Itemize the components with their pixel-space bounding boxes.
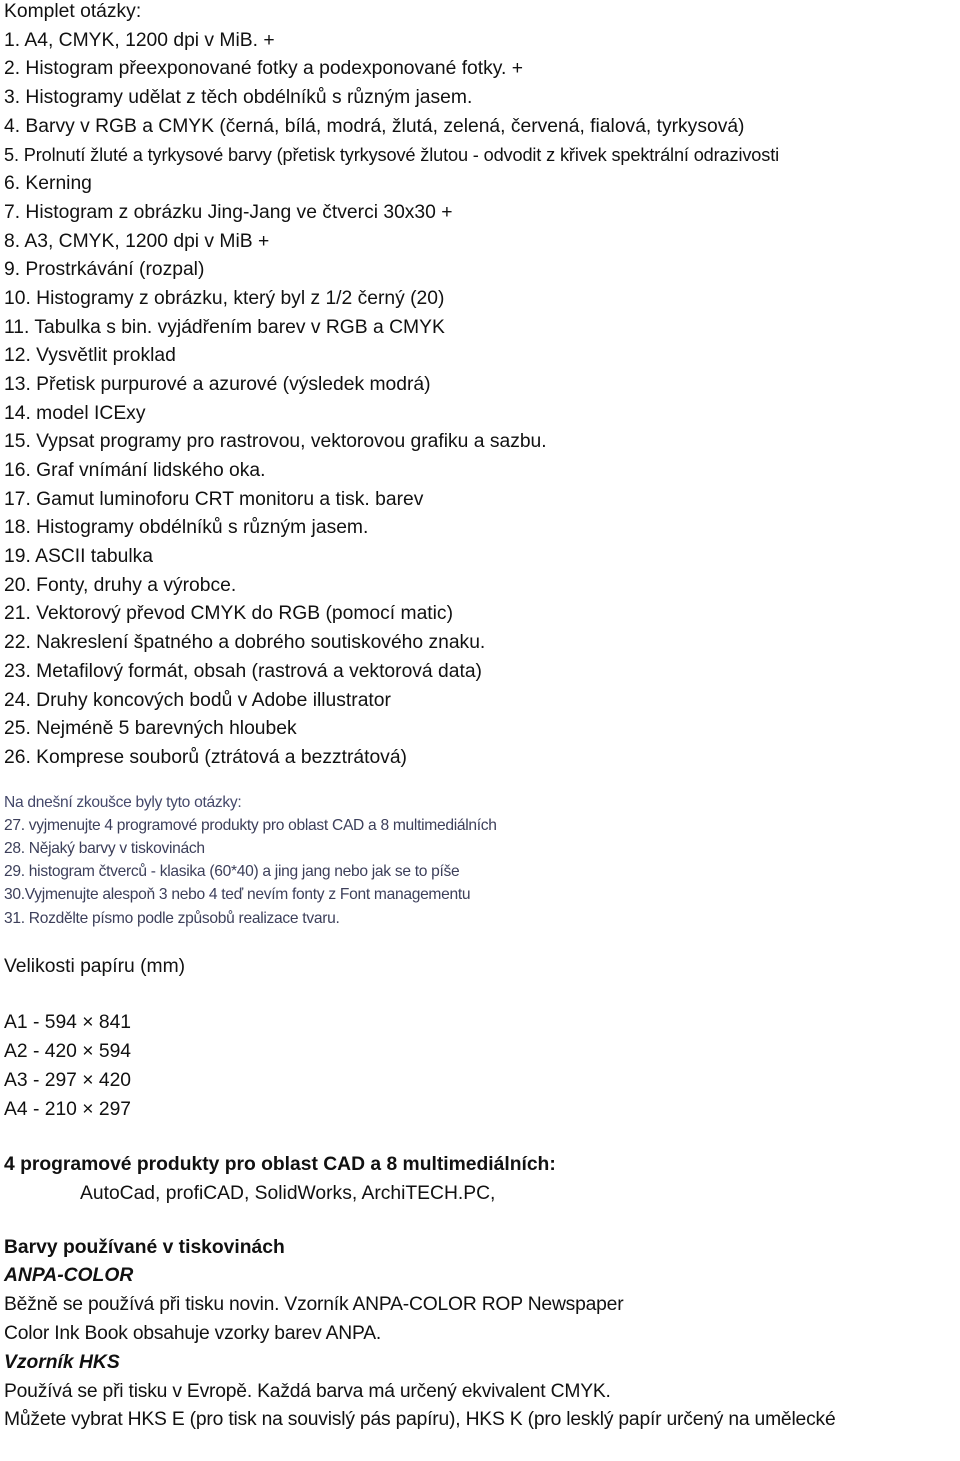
exam-question-item: 27. vyjmenujte 4 programové produkty pro oblast CAD a 8 multimediálních [4, 816, 497, 834]
question-item: 13. Přetisk purpurové a azurové (výsledek modrá) [4, 373, 431, 395]
question-item: 19. ASCII tabulka [4, 546, 153, 568]
question-item: 6. Kerning [4, 173, 92, 195]
exam-title: Na dnešní zkoušce byly tyto otázky: [4, 793, 242, 811]
paper-sizes-list [4, 1008, 956, 1124]
question-item: 2. Histogram přeexponované fotky a podexponované fotky. + [4, 58, 523, 80]
question-item: 9. Prostrkávání (rozpal) [4, 259, 205, 281]
colors-heading: Barvy používané v tiskovinách [4, 1236, 285, 1258]
question-item: 15. Vypsat programy pro rastrovou, vektorovou grafiku a sazbu. [4, 431, 547, 453]
paper-size-item: A3 - 297 × 420 [4, 1069, 132, 1091]
question-item: 1. A4, CMYK, 1200 dpi v MiB. + [4, 29, 275, 51]
question-item: 16. Graf vnímání lidského oka. [4, 460, 266, 481]
question-item: 12. Vysvětlit proklad [4, 345, 176, 367]
question-item: 18. Histogramy obdélníků s různým jasem. [4, 517, 369, 539]
exam-question-item: 28. Nějaký barvy v tiskovinách [4, 839, 205, 857]
question-item: 8. A3, CMYK, 1200 dpi v MiB + [4, 230, 270, 252]
question-item: 24. Druhy koncových bodů v Adobe illustrator [4, 689, 391, 711]
exam-question-item: 30.Vyjmenujte alespoň 3 nebo 4 teď nevím fonty z Font managementu [4, 886, 471, 904]
hks-title: Vzorník HKS [4, 1351, 120, 1373]
question-list [4, 27, 956, 773]
question-item: 4. Barvy v RGB a CMYK (černá, bílá, modrá, žlutá, zelená, červená, fialová, tyrkysová) [4, 115, 745, 137]
intro-heading: Komplet otázky: [4, 1, 142, 22]
anpa-text-line: Běžně se používá při tisku novin. Vzorník ANPA-COLOR ROP Newspaper [4, 1294, 624, 1316]
question-item: 11. Tabulka s bin. vyjádřením barev v RGB a CMYK [4, 316, 445, 338]
question-item: 21. Vektorový převod CMYK do RGB (pomocí matic) [4, 603, 453, 625]
cad-heading: 4 programové produkty pro oblast CAD a 8 multimediálních: [4, 1153, 556, 1175]
paper-size-item: A1 - 594 × 841 [4, 1011, 132, 1033]
paper-sizes-heading: Velikosti papíru (mm) [4, 955, 186, 977]
hks-text-line: Můžete vybrat HKS E (pro tisk na souvislý pás papíru), HKS K (pro lesklý papír určený na umělecké [4, 1409, 836, 1431]
question-item: 17. Gamut luminoforu CRT monitoru a tisk. barev [4, 488, 424, 510]
question-item: 5. Prolnutí žluté a tyrkysové barvy (přetisk tyrkysové žlutou - odvodit z křivek spektrální odrazivosti [4, 145, 779, 166]
question-item: 26. Komprese souborů (ztrátová a bezztrátová) [4, 746, 407, 768]
paper-size-item: A2 - 420 × 594 [4, 1040, 132, 1062]
question-item: 25. Nejméně 5 barevných hloubek [4, 718, 297, 740]
anpa-title: ANPA-COLOR [4, 1265, 134, 1287]
paper-size-item: A4 - 210 × 297 [4, 1098, 132, 1120]
exam-questions-block [4, 791, 956, 930]
document-page [4, 0, 956, 1435]
question-item: 10. Histogramy z obrázku, který byl z 1/2 černý (20) [4, 287, 445, 309]
cad-products-list: AutoCad, profiCAD, SolidWorks, ArchiTECH.PC, [80, 1182, 496, 1204]
exam-question-item: 29. histogram čtverců - klasika (60*40) a jing jang nebo jak se to píše [4, 863, 460, 881]
anpa-text-line: Color Ink Book obsahuje vzorky barev ANPA. [4, 1323, 382, 1345]
exam-question-item: 31. Rozdělte písmo podle způsobů realizace tvaru. [4, 909, 340, 927]
question-item: 20. Fonty, druhy a výrobce. [4, 574, 237, 596]
question-item: 7. Histogram z obrázku Jing-Jang ve čtverci 30x30 + [4, 201, 453, 223]
question-item: 3. Histogramy udělat z těch obdélníků s různým jasem. [4, 87, 473, 109]
hks-text-line: Používá se při tisku v Evropě. Každá barva má určený ekvivalent CMYK. [4, 1380, 611, 1402]
question-item: 22. Nakreslení špatného a dobrého soutiskového znaku. [4, 632, 486, 654]
question-item: 14. model ICExy [4, 402, 146, 424]
question-item: 23. Metafilový formát, obsah (rastrová a vektorová data) [4, 660, 482, 682]
